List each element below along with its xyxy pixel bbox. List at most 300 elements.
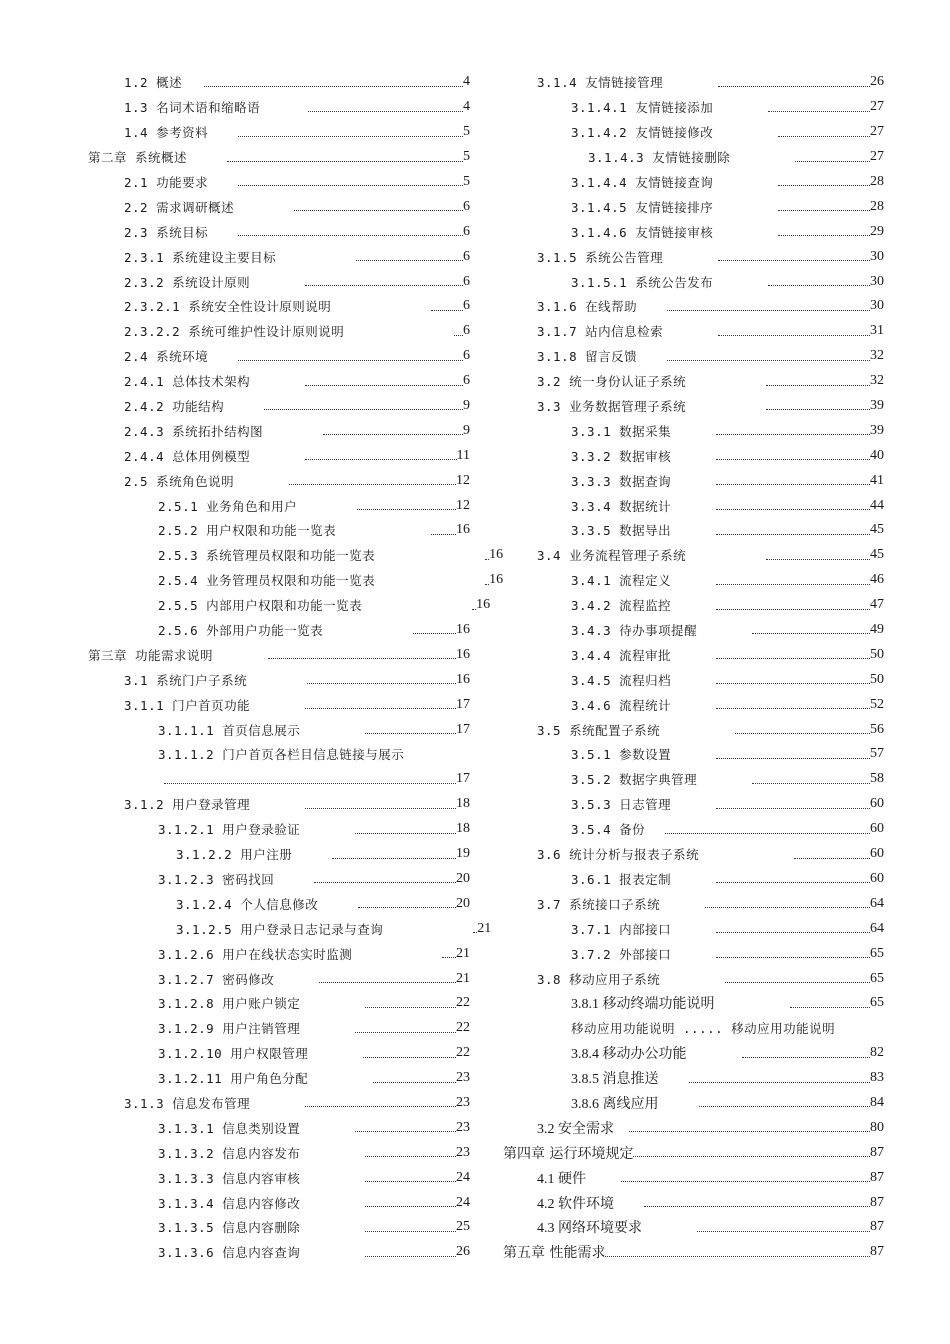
toc-entry[interactable] <box>88 667 470 692</box>
toc-page-number: 21 <box>477 920 492 936</box>
toc-leader-dots <box>305 808 456 809</box>
toc-entry-title: 3.1.2.10 用户权限管理 <box>158 1046 309 1062</box>
toc-entry[interactable] <box>503 991 884 1016</box>
toc-page-number: 21 <box>456 945 470 961</box>
toc-leader-dots <box>644 1206 870 1207</box>
toc-entry-title: 2.5 系统角色说明 <box>124 473 235 489</box>
toc-entry-title: 3.3.5 数据导出 <box>571 523 672 539</box>
toc-entry[interactable] <box>88 518 470 543</box>
toc-page-number: 31 <box>870 323 884 339</box>
toc-entry[interactable] <box>503 244 884 269</box>
toc-entry-title: 3.5.3 日志管理 <box>571 797 672 813</box>
toc-entry[interactable] <box>503 394 884 419</box>
toc-leader-dots <box>305 708 456 709</box>
toc-leader-dots <box>716 434 870 435</box>
toc-entry[interactable] <box>503 95 884 120</box>
toc-entry[interactable] <box>88 891 470 916</box>
toc-entry[interactable] <box>503 219 884 244</box>
toc-leader-dots <box>790 1007 871 1008</box>
toc-page-number: 23 <box>456 1119 470 1135</box>
toc-leader-dots <box>355 1131 456 1132</box>
toc-entry[interactable] <box>503 742 884 767</box>
toc-page-number: 6 <box>463 273 470 289</box>
toc-leader-dots <box>716 459 870 460</box>
toc-entry-title: 3.4.1 流程定义 <box>571 573 672 589</box>
toc-entry[interactable] <box>503 642 884 667</box>
toc-page-number: 87 <box>870 1219 884 1235</box>
toc-leader-dots <box>768 285 870 286</box>
toc-entry[interactable] <box>503 767 884 792</box>
toc-leader-dots <box>716 882 870 883</box>
toc-page-number: 28 <box>870 198 884 214</box>
toc-leader-dots <box>716 658 870 659</box>
toc-page-number: 27 <box>870 124 884 140</box>
toc-leader-dots <box>307 683 456 684</box>
toc-entry[interactable] <box>88 1140 470 1165</box>
toc-entry-title: 3.1.2.7 密码修改 <box>158 971 275 987</box>
toc-entry-title: 3.1.4.4 友情链接查询 <box>571 175 714 190</box>
toc-leader-dots <box>413 633 456 634</box>
toc-entry[interactable] <box>503 1016 884 1041</box>
toc-entry[interactable] <box>503 1240 884 1265</box>
toc-leader-dots <box>365 1256 456 1257</box>
toc-page-number: 65 <box>870 945 884 961</box>
toc-leader-dots <box>365 1156 456 1157</box>
toc-page-number: 30 <box>870 298 884 314</box>
toc-entry[interactable] <box>88 120 470 145</box>
toc-leader-dots <box>305 285 463 286</box>
toc-entry-title: 3.6 统计分析与报表子系统 <box>537 847 700 863</box>
toc-entry[interactable] <box>88 568 504 593</box>
toc-entry[interactable] <box>88 767 470 792</box>
toc-entry-title: 3.4.2 流程监控 <box>571 598 672 614</box>
toc-entry[interactable] <box>503 891 884 916</box>
toc-leader-dots <box>718 335 870 336</box>
toc-entry-title: 3.1.2.8 用户账户锁定 <box>158 996 301 1012</box>
toc-entry-title: 3.1.1.1 首页信息展示 <box>158 722 301 738</box>
toc-entry-title: 3.1.2.6 用户在线状态实时监测 <box>158 946 353 962</box>
toc-page-number: 23 <box>456 1070 470 1086</box>
toc-leader-dots <box>355 833 456 834</box>
toc-page-number: 4 <box>463 99 470 115</box>
toc-leader-dots <box>204 86 463 87</box>
toc-entry[interactable] <box>503 70 884 95</box>
toc-entry-title: 3.1.4.3 友情链接删除 <box>588 150 731 166</box>
toc-entry-title: 3.1.2.11 用户角色分配 <box>158 1071 309 1087</box>
toc-entry-title: 2.5.1 业务角色和用户 <box>158 498 298 514</box>
toc-page-number: 46 <box>870 572 884 588</box>
toc-entry[interactable] <box>88 269 470 294</box>
toc-leader-dots <box>725 982 870 983</box>
toc-entry-title: 3.1.3.3 信息内容审核 <box>158 1170 301 1186</box>
toc-entry[interactable] <box>503 1041 884 1066</box>
toc-entry[interactable] <box>88 344 470 369</box>
toc-entry[interactable] <box>503 618 884 643</box>
toc-entry[interactable] <box>88 966 470 991</box>
toc-entry-title: 4.2 软件环境 <box>537 1196 614 1212</box>
toc-leader-dots <box>778 235 870 236</box>
toc-leader-dots <box>227 161 463 162</box>
toc-page-number: 24 <box>456 1194 470 1210</box>
toc-leader-dots <box>365 1231 456 1232</box>
toc-page-number: 6 <box>463 248 470 264</box>
toc-entry-title: 3.5.1 参数设置 <box>571 747 672 763</box>
toc-page-number: 16 <box>489 572 504 588</box>
toc-page-number: 50 <box>870 671 884 687</box>
toc-page-number: 40 <box>870 447 884 463</box>
toc-leader-dots <box>365 733 456 734</box>
toc-entry[interactable] <box>503 593 884 618</box>
toc-entry[interactable] <box>88 194 470 219</box>
toc-leader-dots <box>742 1057 871 1058</box>
toc-entry[interactable] <box>503 120 884 145</box>
toc-entry[interactable] <box>503 568 884 593</box>
toc-entry[interactable] <box>503 817 884 842</box>
toc-page-number: 6 <box>463 298 470 314</box>
toc-entry[interactable] <box>88 742 470 767</box>
toc-entry-title: 2.4.1 总体技术架构 <box>124 374 251 390</box>
toc-entry-title: 3.1.7 站内信息检索 <box>537 324 664 340</box>
toc-leader-dots <box>718 86 870 87</box>
toc-entry-title: 2.3.2 系统设计原则 <box>124 274 251 290</box>
toc-entry[interactable] <box>88 1016 470 1041</box>
toc-page-number: 30 <box>870 273 884 289</box>
toc-entry-title: 3.8 移动应用子系统 <box>537 971 661 987</box>
toc-entry-title: 2.4.2 功能结构 <box>124 399 225 415</box>
toc-entry[interactable] <box>88 543 504 568</box>
toc-entry[interactable] <box>88 1215 470 1240</box>
toc-entry-title: 3.1.2.5 用户登录日志记录与查询 <box>176 921 384 937</box>
toc-page-number: 6 <box>463 223 470 239</box>
toc-leader-dots <box>454 335 463 336</box>
toc-entry[interactable] <box>503 1140 884 1165</box>
toc-entry-title: 1.2 概述 <box>124 75 183 91</box>
toc-entry-title: 3.3.2 数据审核 <box>571 448 672 464</box>
toc-page-number: 60 <box>870 796 884 812</box>
toc-leader-dots <box>766 409 870 410</box>
toc-page-number: 64 <box>870 895 884 911</box>
toc-page-number: 16 <box>456 522 470 538</box>
toc-page-number: 9 <box>463 422 470 438</box>
toc-entry-title: 3.7 系统接口子系统 <box>537 896 661 912</box>
toc-leader-dots <box>794 858 870 859</box>
toc-page-number: 9 <box>463 398 470 414</box>
toc-entry-title: 2.3.2.2 系统可维护性设计原则说明 <box>124 324 345 340</box>
toc-page-number: 32 <box>870 348 884 364</box>
toc-entry[interactable] <box>88 468 470 493</box>
toc-page-number: 60 <box>870 846 884 862</box>
toc-page-number: 52 <box>870 696 884 712</box>
toc-leader-dots <box>752 633 870 634</box>
toc-leader-dots <box>716 683 870 684</box>
toc-entry[interactable] <box>503 792 884 817</box>
toc-entry[interactable] <box>88 842 470 867</box>
toc-entry[interactable] <box>503 194 884 219</box>
toc-entry-title: 3.7.2 外部接口 <box>571 946 672 962</box>
toc-entry-title: 3.1.4.6 友情链接审核 <box>571 224 714 240</box>
toc-page-number: 17 <box>456 721 470 737</box>
toc-entry[interactable] <box>503 966 884 991</box>
toc-page-number: 58 <box>870 771 884 787</box>
toc-entry[interactable] <box>503 867 884 892</box>
toc-entry-title: 3.1.2.1 用户登录验证 <box>158 822 301 838</box>
toc-leader-dots <box>718 260 870 261</box>
toc-entry-title: 3.1.4 友情链接管理 <box>537 75 664 91</box>
toc-entry[interactable] <box>88 170 470 195</box>
toc-page-number: 49 <box>870 622 884 638</box>
toc-page-number: 20 <box>456 895 470 911</box>
toc-entry-title: 3.1.6 在线帮助 <box>537 299 638 315</box>
toc-entry[interactable] <box>88 991 470 1016</box>
toc-page-number: 16 <box>476 597 491 613</box>
toc-page-number: 16 <box>456 671 470 687</box>
toc-entry-title: 3.1.4.1 友情链接添加 <box>571 100 714 116</box>
toc-entry-title: 2.3.1 系统建设主要目标 <box>124 249 277 265</box>
toc-leader-dots <box>716 708 870 709</box>
toc-entry[interactable] <box>503 1165 884 1190</box>
toc-page-number: 60 <box>870 821 884 837</box>
toc-entry-title: 2.5.5 内部用户权限和功能一览表 <box>158 598 363 614</box>
toc-leader-dots <box>752 783 870 784</box>
toc-leader-dots <box>699 1106 871 1107</box>
toc-entry-title: 3.4 业务流程管理子系统 <box>537 548 687 564</box>
toc-leader-dots <box>305 459 456 460</box>
toc-entry[interactable] <box>88 916 492 941</box>
toc-entry-title: 3.1.3.2 信息内容发布 <box>158 1145 301 1161</box>
toc-page-number: 26 <box>456 1244 470 1260</box>
toc-entry-title: 3.4.3 待办事项提醒 <box>571 623 698 639</box>
toc-entry[interactable] <box>503 443 884 468</box>
toc-entry-title: 2.5.4 业务管理员权限和功能一览表 <box>158 573 376 589</box>
toc-entry-title: 3.1.4.5 友情链接排序 <box>571 199 714 215</box>
toc-entry[interactable] <box>88 244 470 269</box>
toc-page-number: 83 <box>870 1070 884 1086</box>
toc-entry[interactable] <box>503 692 884 717</box>
toc-entry[interactable] <box>503 1066 884 1091</box>
toc-leader-dots <box>373 1082 456 1083</box>
toc-entry-title: 3.1.4.2 友情链接修改 <box>571 125 714 141</box>
toc-entry[interactable] <box>88 443 470 468</box>
toc-leader-dots <box>665 833 870 834</box>
toc-entry[interactable] <box>88 1190 470 1215</box>
toc-left-column <box>88 70 504 1265</box>
toc-leader-dots <box>716 758 870 759</box>
toc-entry-title: 3.1.1.2 门户首页各栏目信息链接与展示 <box>158 747 405 763</box>
toc-entry[interactable] <box>88 1240 470 1265</box>
toc-page-number: 6 <box>463 373 470 389</box>
toc-page-number: 6 <box>463 198 470 214</box>
toc-entry-title: 3.1.2.4 个人信息修改 <box>176 896 319 912</box>
toc-leader-dots <box>768 111 870 112</box>
toc-entry-title: 3.4.6 流程统计 <box>571 697 672 713</box>
toc-page-number: 16 <box>456 622 470 638</box>
toc-entry[interactable] <box>503 344 884 369</box>
toc-leader-dots <box>667 360 870 361</box>
toc-entry[interactable] <box>503 1190 884 1215</box>
toc-leader-dots <box>716 509 870 510</box>
toc-entry[interactable] <box>503 717 884 742</box>
toc-entry[interactable] <box>88 717 470 742</box>
toc-page-number: 16 <box>489 547 504 563</box>
toc-page-number: 11 <box>456 447 470 463</box>
toc-entry-title: 3.1.3.6 信息内容查询 <box>158 1245 301 1261</box>
toc-entry[interactable] <box>88 593 491 618</box>
toc-page-number: 16 <box>456 646 470 662</box>
toc-entry-title: 3.3.1 数据采集 <box>571 423 672 439</box>
toc-leader-dots <box>621 1181 870 1182</box>
toc-entry-title: 3.8.5 消息推送 <box>571 1072 659 1088</box>
toc-entry[interactable] <box>88 618 470 643</box>
toc-leader-dots <box>716 932 870 933</box>
toc-page-number: 17 <box>456 696 470 712</box>
toc-entry-title: 3.2 统一身份认证子系统 <box>537 374 687 390</box>
toc-page-number: 18 <box>456 821 470 837</box>
toc-entry[interactable] <box>88 294 470 319</box>
toc-page-number: 41 <box>870 472 884 488</box>
toc-leader-dots <box>268 658 456 659</box>
toc-leader-dots <box>164 783 456 784</box>
toc-entry[interactable] <box>503 468 884 493</box>
toc-page-number: 5 <box>463 124 470 140</box>
toc-entry-title: 2.3.2.1 系统安全性设计原则说明 <box>124 299 332 315</box>
toc-page-number: 56 <box>870 721 884 737</box>
toc-leader-dots <box>716 808 870 809</box>
toc-entry[interactable] <box>88 1091 470 1116</box>
toc-entry[interactable] <box>88 219 470 244</box>
toc-entry-title: 3.1.3.5 信息内容删除 <box>158 1220 301 1236</box>
toc-entry[interactable] <box>88 95 470 120</box>
toc-entry[interactable] <box>88 1115 470 1140</box>
toc-leader-dots <box>778 210 870 211</box>
toc-entry[interactable] <box>88 319 470 344</box>
toc-entry-title: 3.3.4 数据统计 <box>571 498 672 514</box>
toc-entry[interactable] <box>503 493 884 518</box>
toc-leader-dots <box>308 111 463 112</box>
toc-entry[interactable] <box>88 418 470 443</box>
toc-entry[interactable] <box>503 170 884 195</box>
toc-entry[interactable] <box>88 369 470 394</box>
toc-entry[interactable] <box>503 842 884 867</box>
toc-leader-dots <box>442 957 456 958</box>
toc-page-number: 30 <box>870 248 884 264</box>
toc-entry[interactable] <box>503 667 884 692</box>
toc-entry-title: 3.5.2 数据字典管理 <box>571 772 698 788</box>
toc-leader-dots <box>766 559 870 560</box>
toc-page-number: 24 <box>456 1169 470 1185</box>
toc-page-number: 4 <box>463 74 470 90</box>
toc-entry-title: 3.1.2.3 密码找回 <box>158 871 275 887</box>
toc-entry[interactable] <box>88 493 470 518</box>
toc-page-number: 19 <box>456 846 470 862</box>
toc-entry-title: 3.4.5 流程归档 <box>571 672 672 688</box>
toc-entry[interactable] <box>503 916 884 941</box>
toc-entry-title: 3.6.1 报表定制 <box>571 871 672 887</box>
toc-entry[interactable] <box>88 1066 470 1091</box>
toc-entry[interactable] <box>88 692 470 717</box>
toc-entry[interactable] <box>503 543 884 568</box>
toc-entry[interactable] <box>503 1115 884 1140</box>
toc-entry-title: 3.5.4 备份 <box>571 822 646 838</box>
toc-page-number: 12 <box>456 497 470 513</box>
toc-leader-dots <box>356 260 463 261</box>
toc-entry[interactable] <box>503 518 884 543</box>
toc-leader-dots <box>363 1057 456 1058</box>
toc-leader-dots <box>238 136 463 137</box>
toc-entry[interactable] <box>88 1165 470 1190</box>
toc-entry[interactable] <box>503 941 884 966</box>
toc-page-number: 6 <box>463 323 470 339</box>
toc-page-number: 45 <box>870 547 884 563</box>
toc-page-number: 87 <box>870 1144 884 1160</box>
toc-entry-title: 3.1.2.9 用户注销管理 <box>158 1021 301 1037</box>
toc-page-number: 87 <box>870 1194 884 1210</box>
toc-page-number: 18 <box>456 796 470 812</box>
toc-leader-dots <box>735 733 870 734</box>
toc-page-number: 57 <box>870 746 884 762</box>
toc-entry[interactable] <box>503 269 884 294</box>
toc-leader-dots <box>238 360 463 361</box>
toc-entry-title: 3.1.5.1 系统公告发布 <box>571 274 714 290</box>
toc-entry[interactable] <box>503 1215 884 1240</box>
toc-leader-dots <box>716 484 870 485</box>
toc-entry-title: 3.8.1 移动终端功能说明 <box>571 997 715 1013</box>
toc-entry[interactable] <box>503 319 884 344</box>
toc-page-number: 22 <box>456 1045 470 1061</box>
toc-entry-title: 4.1 硬件 <box>537 1171 586 1187</box>
toc-page-number: 23 <box>456 1094 470 1110</box>
toc-leader-dots <box>629 1131 870 1132</box>
toc-right-column <box>503 70 884 1265</box>
toc-entry[interactable] <box>503 369 884 394</box>
toc-entry-title: 1.3 名词术语和缩略语 <box>124 100 261 116</box>
toc-entry-title: 2.5.2 用户权限和功能一览表 <box>158 523 337 539</box>
toc-entry[interactable] <box>88 394 470 419</box>
toc-entry-title: 第四章 运行环境规定 <box>503 1145 634 1162</box>
toc-entry-title: 3.2 安全需求 <box>537 1121 614 1137</box>
toc-entry[interactable] <box>503 145 884 170</box>
toc-entry[interactable] <box>503 294 884 319</box>
toc-entry[interactable] <box>88 145 470 170</box>
toc-entry-title: 3.8.6 离线应用 <box>571 1096 659 1112</box>
toc-entry[interactable] <box>88 70 470 95</box>
toc-entry[interactable] <box>503 418 884 443</box>
toc-entry-title: 3.1 系统门户子系统 <box>124 672 248 688</box>
toc-entry-title: 3.1.1 门户首页功能 <box>124 697 251 713</box>
toc-entry[interactable] <box>88 792 470 817</box>
toc-entry[interactable] <box>88 817 470 842</box>
toc-page-number: 60 <box>870 870 884 886</box>
toc-page-number: 87 <box>870 1244 884 1260</box>
toc-entry[interactable] <box>88 1041 470 1066</box>
toc-entry-title: 2.1 功能要求 <box>124 175 209 190</box>
toc-page-number: 5 <box>463 174 470 189</box>
toc-entry[interactable] <box>503 1091 884 1116</box>
toc-page-number: 32 <box>870 373 884 389</box>
toc-entry-title: 3.1.8 留言反馈 <box>537 349 638 365</box>
toc-entry-title: 3.3.3 数据查询 <box>571 473 672 489</box>
toc-leader-dots <box>716 584 870 585</box>
toc-entry-title: 3.1.3 信息发布管理 <box>124 1095 251 1111</box>
toc-page-number: 28 <box>870 174 884 189</box>
toc-leader-dots <box>689 1082 871 1083</box>
toc-leader-dots <box>305 1106 456 1107</box>
toc-entry-title: 4.3 网络环境要求 <box>537 1221 642 1237</box>
toc-entry[interactable] <box>88 867 470 892</box>
toc-entry[interactable] <box>88 941 470 966</box>
toc-entry[interactable] <box>88 642 470 667</box>
toc-page-number: 45 <box>870 522 884 538</box>
toc-leader-dots <box>431 534 456 535</box>
